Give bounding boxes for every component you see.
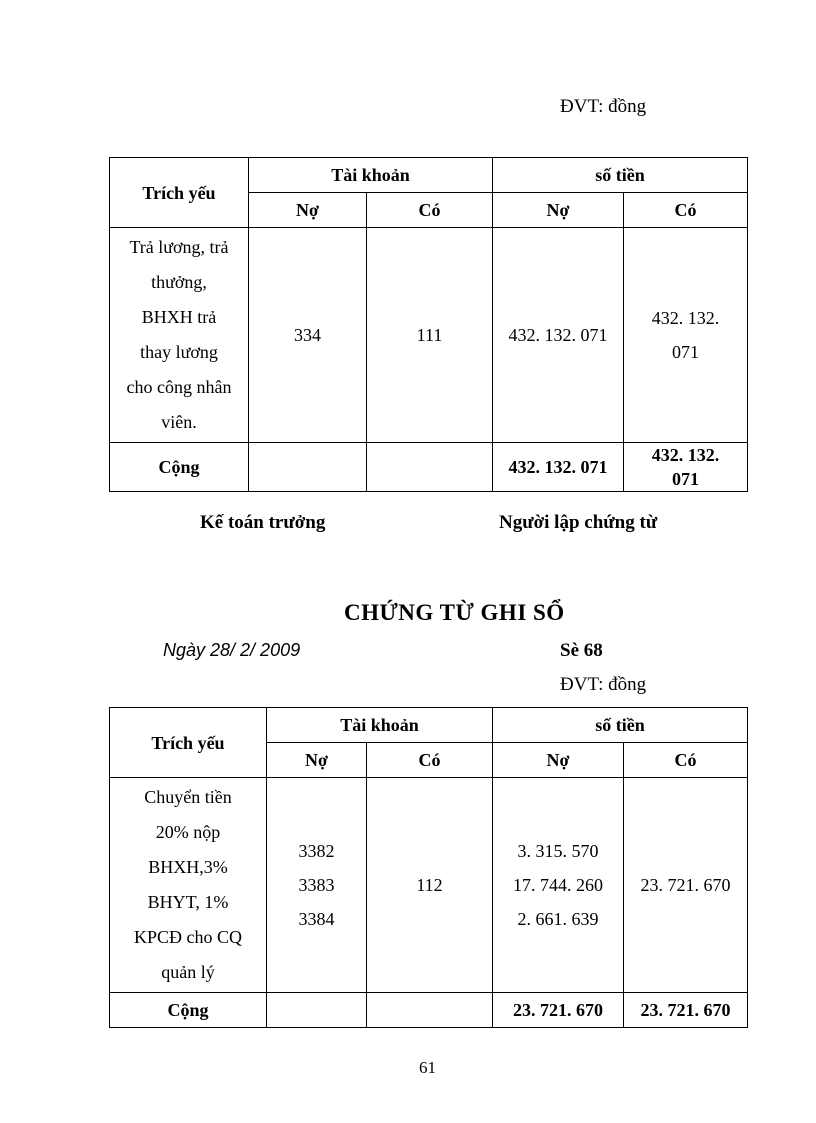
header-memo: Trích yếu xyxy=(110,708,267,778)
table-row xyxy=(110,228,748,443)
memo-line: BHXH,3% xyxy=(148,857,228,877)
credit-account-cell: 111 xyxy=(367,228,493,443)
memo-line: BHYT, 1% xyxy=(147,892,229,912)
credit-amount-cell xyxy=(624,228,748,443)
header-account-debit: Nợ xyxy=(249,193,367,228)
header-amount: số tiền xyxy=(493,158,748,193)
memo-line: KPCĐ cho CQ xyxy=(133,927,242,947)
header-account: Tài khoản xyxy=(249,158,493,193)
voucher-table-1 xyxy=(109,157,748,492)
header-account-debit: Nợ xyxy=(267,743,367,778)
debit-amount-cell: 432. 132. 071 xyxy=(493,228,624,443)
header-account-credit: Có xyxy=(367,743,493,778)
total-credit-amount: 23. 721. 670 xyxy=(624,993,748,1028)
total-label: Cộng xyxy=(110,443,249,492)
header-amount-debit: Nợ xyxy=(493,743,624,778)
memo-line: 20% nộp xyxy=(155,822,221,842)
memo-line: thay lương xyxy=(140,342,218,362)
memo-cell xyxy=(110,228,249,443)
debit-account-line: 3382 xyxy=(298,841,335,861)
debit-account-line: 3384 xyxy=(298,909,335,929)
credit-amount-line: 432. 132. xyxy=(651,308,720,328)
memo-line: thưởng, xyxy=(151,272,207,292)
total-label: Cộng xyxy=(110,993,267,1028)
empty-cell xyxy=(267,993,367,1028)
unit-label-2: ĐVT: đồng xyxy=(560,674,647,695)
credit-account-cell: 112 xyxy=(367,778,493,993)
memo-line: cho công nhân xyxy=(126,377,232,397)
unit-label-1: ĐVT: đồng xyxy=(560,96,647,117)
credit-amount-cell: 23. 721. 670 xyxy=(624,778,748,993)
debit-amount-line: 2. 661. 639 xyxy=(517,909,599,929)
total-credit-amount xyxy=(624,443,748,492)
header-account: Tài khoản xyxy=(267,708,493,743)
voucher-date: Ngày 28/ 2/ 2009 xyxy=(163,640,301,660)
table-row xyxy=(110,778,748,993)
debit-amount-line: 3. 315. 570 xyxy=(517,841,599,861)
header-memo: Trích yếu xyxy=(110,158,249,228)
memo-line: BHXH trả xyxy=(141,307,217,327)
header-amount-credit: Có xyxy=(624,193,748,228)
page-number: 61 xyxy=(419,1058,436,1077)
empty-cell xyxy=(367,443,493,492)
memo-line: quản lý xyxy=(161,962,215,982)
total-debit-amount: 23. 721. 670 xyxy=(493,993,624,1028)
total-row xyxy=(110,443,748,492)
memo-line: Chuyển tiền xyxy=(144,787,232,807)
total-credit-line: 432. 132. xyxy=(651,445,720,465)
voucher-table-2 xyxy=(109,707,748,1028)
header-account-credit: Có xyxy=(367,193,493,228)
empty-cell xyxy=(249,443,367,492)
signature-preparer: Người lập chứng từ xyxy=(499,512,658,533)
debit-account-cell: 334 xyxy=(249,228,367,443)
debit-account-line: 3383 xyxy=(298,875,335,895)
debit-accounts-cell xyxy=(267,778,367,993)
header-amount-debit: Nợ xyxy=(493,193,624,228)
header-amount-credit: Có xyxy=(624,743,748,778)
voucher-number: Sè 68 xyxy=(560,640,603,661)
memo-line: viên. xyxy=(161,412,197,432)
total-credit-line: 071 xyxy=(672,469,700,489)
debit-amounts-cell xyxy=(493,778,624,993)
total-row xyxy=(110,993,748,1028)
memo-line: Trả lương, trả xyxy=(129,237,229,257)
credit-amount-line: 071 xyxy=(672,342,700,362)
total-debit-amount: 432. 132. 071 xyxy=(493,443,624,492)
debit-amount-line: 17. 744. 260 xyxy=(513,875,604,895)
signature-chief-accountant: Kế toán trưởng xyxy=(200,512,326,533)
memo-cell xyxy=(110,778,267,993)
empty-cell xyxy=(367,993,493,1028)
header-amount: số tiền xyxy=(493,708,748,743)
voucher-title: CHỨNG TỪ GHI SỔ xyxy=(344,600,565,625)
